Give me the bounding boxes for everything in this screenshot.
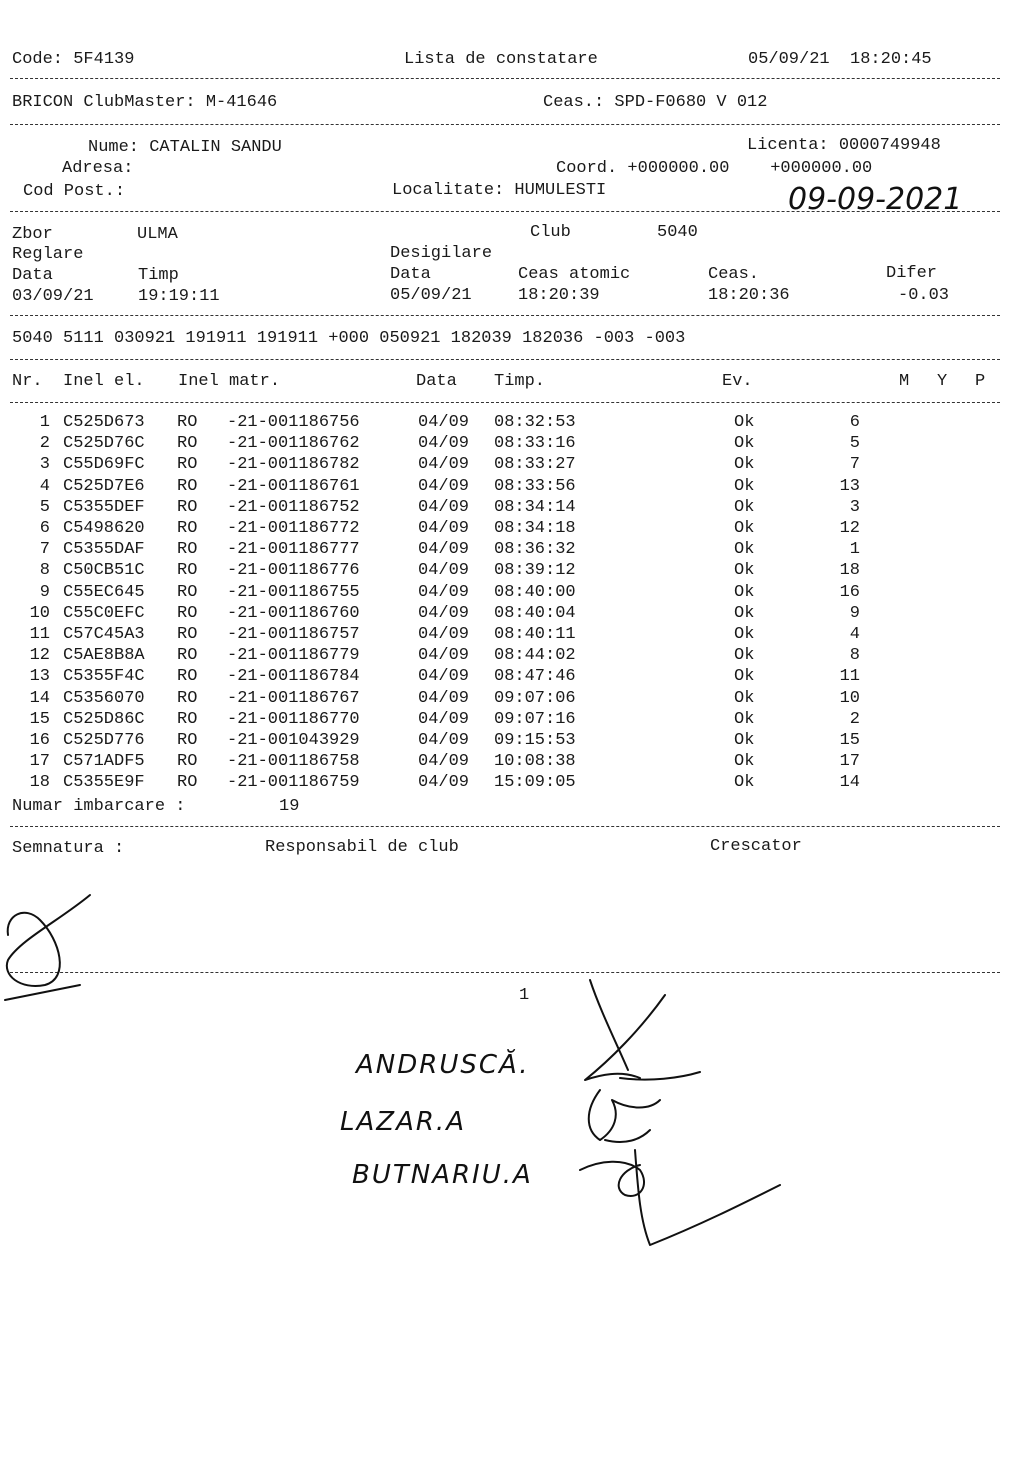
cell-rank: 3 [849,497,860,517]
cell-country: RO [177,476,198,496]
cell-nr: 5 [39,497,50,517]
cell-time: 08:40:04 [494,603,576,623]
club-value: 5040 [657,223,698,242]
adjust-date-label: Data [12,266,53,285]
cell-country: RO [177,455,198,475]
cell-country: RO [177,540,198,560]
cell-nr: 7 [39,540,50,560]
cell-ev: Ok [734,773,755,793]
cell-inel-matr: -21-001186772 [227,519,360,538]
cell-nr: 9 [39,582,50,602]
handwritten-name-2: LAZAR.A [340,1107,466,1137]
cell-nr: 6 [39,519,50,538]
cell-nr: 18 [29,773,50,793]
cell-time: 08:34:18 [494,519,576,538]
cell-country: RO [177,603,198,623]
cell-date: 04/09 [418,434,470,454]
cell-date: 04/09 [418,455,470,475]
cell-inel-el: C55C0EFC [63,603,145,623]
cell-time: 08:40:11 [494,625,576,644]
cell-ev: Ok [734,413,755,432]
col-header-p: P [975,372,986,391]
cell-inel-matr: -21-001043929 [227,731,360,750]
cell-inel-el: C55EC645 [63,582,145,602]
cell-time: 08:44:02 [494,646,576,666]
cell-country: RO [177,709,198,729]
cell-ev: Ok [734,582,755,602]
cell-country: RO [177,519,198,538]
cell-inel-matr: -21-001186770 [227,709,360,729]
cell-country: RO [177,561,198,581]
col-header-inel-el: Inel el. [63,372,145,391]
boarding-count-value: 19 [279,797,300,816]
cell-rank: 14 [839,773,860,793]
cell-ev: Ok [734,625,755,644]
cell-inel-el: C525D76C [63,434,145,454]
col-header-data: Data [416,372,457,391]
code-line: 5040 5111 030921 191911 191911 +000 050921 182039 182036 -003 -003 [12,329,686,348]
cell-ev: Ok [734,519,755,538]
flight-label: Zbor [12,225,53,244]
cell-rank: 9 [849,603,860,623]
cell-rank: 4 [849,625,860,644]
cell-ev: Ok [734,667,755,687]
cell-inel-el: C525D86C [63,709,145,729]
cell-rank: 10 [839,688,860,708]
cell-inel-matr: -21-001186761 [227,476,360,496]
cell-inel-el: C525D7E6 [63,476,145,496]
cell-ev: Ok [734,709,755,729]
cell-rank: 1 [849,540,860,560]
cell-nr: 16 [29,731,50,750]
cell-inel-matr: -21-001186758 [227,752,360,772]
cell-inel-matr: -21-001186752 [227,497,360,517]
cell-inel-matr: -21-001186759 [227,773,360,793]
cell-rank: 17 [839,752,860,772]
cell-country: RO [177,731,198,750]
cell-inel-el: C525D673 [63,413,145,432]
cell-inel-matr: -21-001186756 [227,413,360,432]
cell-nr: 8 [39,561,50,581]
cell-ev: Ok [734,540,755,560]
cell-date: 04/09 [418,709,470,729]
page-number: 1 [519,986,530,1005]
signature-3 [580,1150,780,1245]
clock-time-label: Ceas. [708,265,760,284]
cell-date: 04/09 [418,688,470,708]
cell-inel-el: C50CB51C [63,561,145,581]
cell-ev: Ok [734,731,755,750]
col-header-m: M [899,372,910,391]
signature-2 [589,1090,660,1142]
cell-rank: 7 [849,455,860,475]
cell-inel-el: C5498620 [63,519,145,538]
cell-date: 04/09 [418,540,470,560]
cell-nr: 3 [39,455,50,475]
cell-nr: 12 [29,646,50,666]
cell-ev: Ok [734,688,755,708]
cell-inel-el: C525D776 [63,731,145,750]
cell-rank: 8 [849,646,860,666]
cell-inel-matr: -21-001186762 [227,434,360,454]
cell-ev: Ok [734,455,755,475]
cell-time: 08:32:53 [494,413,576,432]
cell-ev: Ok [734,603,755,623]
cell-rank: 15 [839,731,860,750]
clock-label: Ceas.: SPD-F0680 V 012 [543,93,768,112]
cell-nr: 10 [29,603,50,623]
cell-time: 08:33:56 [494,476,576,496]
cell-ev: Ok [734,476,755,496]
cell-inel-el: C5355DAF [63,540,145,560]
breeder-label: Crescator [710,837,802,856]
cell-country: RO [177,773,198,793]
cell-country: RO [177,646,198,666]
signature-label: Semnatura : [12,839,125,858]
postal-code-label: Cod Post.: [23,182,126,201]
adjust-time-label: Timp [138,266,179,285]
locality: Localitate: HUMULESTI [392,181,607,200]
cell-time: 10:08:38 [494,752,576,772]
signature-1 [585,980,700,1080]
cell-rank: 11 [839,667,860,687]
cell-country: RO [177,667,198,687]
adjust-date: 03/09/21 [12,287,94,306]
cell-time: 09:07:16 [494,709,576,729]
unseal-date-label: Data [390,265,431,284]
cell-date: 04/09 [418,752,470,772]
cell-inel-matr: -21-001186755 [227,582,360,602]
cell-time: 15:09:05 [494,773,576,793]
cell-inel-matr: -21-001186784 [227,667,360,687]
unseal-date: 05/09/21 [390,286,472,305]
cell-date: 04/09 [418,603,470,623]
cell-inel-el: C5AE8B8A [63,646,145,666]
cell-rank: 16 [839,582,860,602]
cell-ev: Ok [734,646,755,666]
document-title: Lista de constatare [404,50,598,69]
cell-rank: 12 [839,519,860,538]
col-header-y: Y [937,372,948,391]
cell-country: RO [177,582,198,602]
cell-inel-el: C571ADF5 [63,752,145,772]
signature-left [5,895,90,1000]
cell-nr: 14 [29,688,50,708]
cell-nr: 4 [39,476,50,496]
cell-time: 08:36:32 [494,540,576,560]
club-label: Club [530,223,571,242]
col-header-inel-matr: Inel matr. [178,372,281,391]
cell-time: 08:34:14 [494,497,576,517]
cell-time: 09:07:06 [494,688,576,708]
cell-country: RO [177,434,198,454]
cell-country: RO [177,497,198,517]
adjust-label: Reglare [12,245,84,264]
cell-inel-el: C5355F4C [63,667,145,687]
cell-date: 04/09 [418,582,470,602]
clubmaster-label: BRICON ClubMaster: M-41646 [12,93,278,112]
handwritten-name-1: ANDRUSCĂ. [356,1050,530,1080]
license-number: Licenta: 0000749948 [747,136,941,155]
cell-nr: 2 [39,434,50,454]
cell-inel-matr: -21-001186779 [227,646,360,666]
cell-nr: 15 [29,709,50,729]
owner-name: Nume: CATALIN SANDU [88,138,282,157]
cell-date: 04/09 [418,413,470,432]
cell-inel-matr: -21-001186782 [227,455,360,475]
cell-ev: Ok [734,752,755,772]
cell-inel-el: C5355DEF [63,497,145,517]
difference-value: -0.03 [898,286,950,305]
cell-nr: 1 [39,413,50,432]
col-header-nr: Nr. [12,372,43,391]
cell-inel-el: C5356070 [63,688,145,708]
cell-inel-el: C5355E9F [63,773,145,793]
handwritten-name-3: BUTNARIU.A [352,1160,533,1190]
cell-nr: 11 [29,625,50,644]
cell-inel-el: C57C45A3 [63,625,145,644]
cell-rank: 6 [849,413,860,432]
cell-date: 04/09 [418,667,470,687]
cell-time: 09:15:53 [494,731,576,750]
cell-country: RO [177,752,198,772]
unseal-label: Desigilare [390,244,493,263]
boarding-count-label: Numar imbarcare : [12,797,186,816]
cell-time: 08:47:46 [494,667,576,687]
cell-inel-matr: -21-001186776 [227,561,360,581]
cell-time: 08:33:16 [494,434,576,454]
cell-rank: 13 [839,476,860,496]
code-label: Code: 5F4139 [12,50,135,69]
cell-date: 04/09 [418,625,470,644]
flight-value: ULMA [137,225,178,244]
cell-nr: 13 [29,667,50,687]
cell-inel-matr: -21-001186757 [227,625,360,644]
cell-rank: 5 [849,434,860,454]
adjust-time: 19:19:11 [138,287,220,306]
col-header-ev: Ev. [722,372,753,391]
handwritten-date: 09-09-2021 [788,182,963,217]
cell-date: 04/09 [418,773,470,793]
cell-date: 04/09 [418,731,470,750]
atomic-clock-label: Ceas atomic [518,265,631,284]
cell-inel-matr: -21-001186767 [227,688,360,708]
cell-inel-matr: -21-001186777 [227,540,360,560]
cell-date: 04/09 [418,561,470,581]
cell-country: RO [177,413,198,432]
address-label: Adresa: [62,159,134,178]
cell-ev: Ok [734,561,755,581]
unseal-clock-time: 18:20:36 [708,286,790,305]
cell-time: 08:40:00 [494,582,576,602]
cell-nr: 17 [29,752,50,772]
cell-date: 04/09 [418,519,470,538]
cell-date: 04/09 [418,497,470,517]
cell-date: 04/09 [418,646,470,666]
coordinates: Coord. +000000.00 +000000.00 [556,159,873,178]
cell-time: 08:33:27 [494,455,576,475]
cell-inel-matr: -21-001186760 [227,603,360,623]
cell-country: RO [177,688,198,708]
cell-date: 04/09 [418,476,470,496]
difference-label: Difer [886,264,938,283]
cell-ev: Ok [734,497,755,517]
cell-time: 08:39:12 [494,561,576,581]
cell-rank: 2 [849,709,860,729]
cell-inel-el: C55D69FC [63,455,145,475]
club-responsible-label: Responsabil de club [265,838,459,857]
print-datetime: 05/09/21 18:20:45 [748,50,932,69]
cell-rank: 18 [839,561,860,581]
cell-country: RO [177,625,198,644]
unseal-atomic-time: 18:20:39 [518,286,600,305]
col-header-timp: Timp. [494,372,546,391]
cell-ev: Ok [734,434,755,454]
